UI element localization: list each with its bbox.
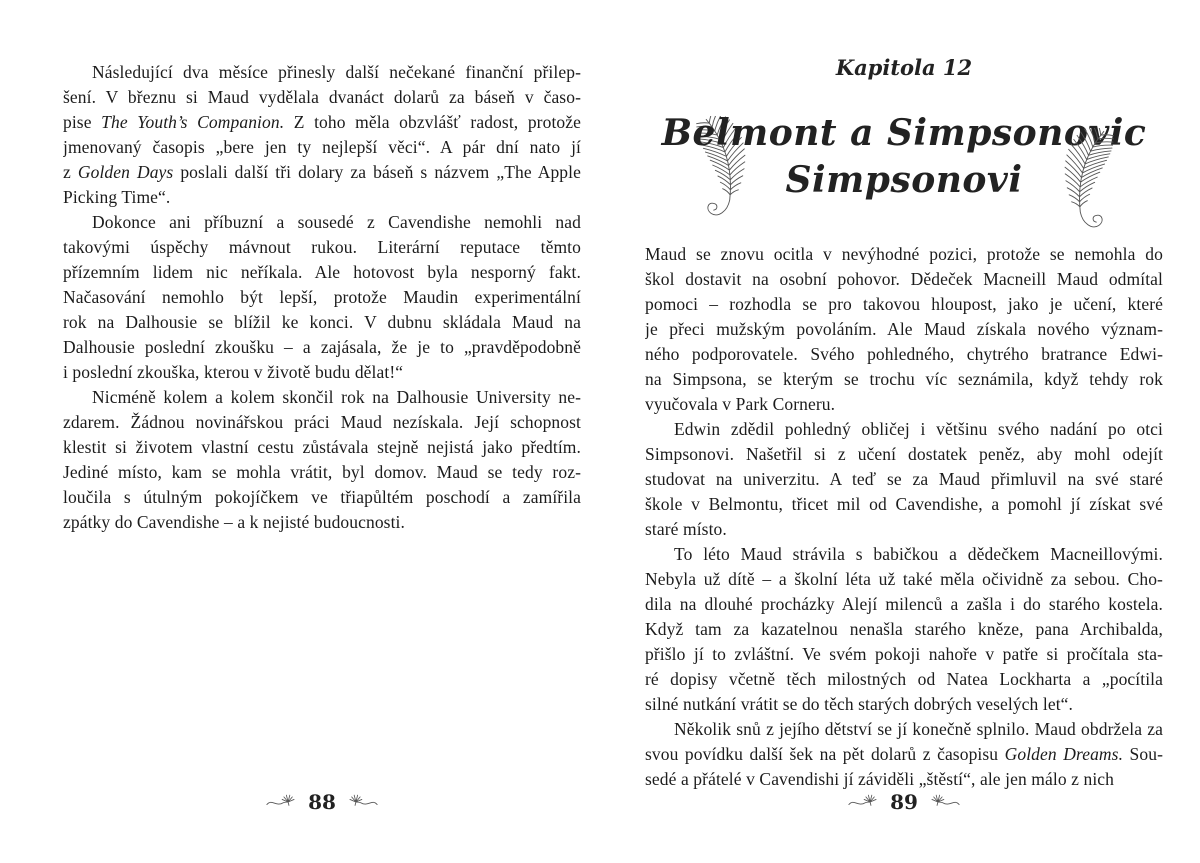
text-line: na Simpsona, se kterým se trochu víc seznámila, když tehdy rok [645,369,1163,389]
text-line: škol dostavit na osobní pohovor. Dědeček Macneill Maud odmítal [645,269,1163,289]
text-line: Jediné místo, kam se mohla vrátit, byl domov. Maud se tedy roz- [63,462,581,482]
text-line: Dalhousie poslední zkoušku – a zajásala, že je to „pravděpodobně [63,337,581,357]
text-line: loučila s útulným pokojíčkem ve třiapůltém poschodí a zamířila [63,487,581,507]
text-line: z Golden Days poslali další tři dolary za báseň s názvem „The Apple [63,162,581,182]
page-number-left: 88 [308,790,336,814]
text-line: Picking Time“. [63,187,171,207]
text-line: takovými úspěchy mávnout rukou. Literární reputace těmto [63,237,581,257]
text-line: silné nutkání vrátit se do těch starých dobrých veselých let“. [645,694,1074,714]
text-line: Několik snů z jejího dětství se jí konečně splnilo. Maud obdržela za [674,719,1163,739]
text-line: Načasování nemohlo být lepší, protože Maudin experimentální [63,287,581,307]
text-line: Edwin zdědil pohledný obličej i většinu svého nadání po otci [674,419,1163,439]
right-page-footer [645,790,1163,814]
fern-ornament-icon [1045,128,1129,239]
left-page-footer [63,790,581,814]
chapter-number: Kapitola 12 [835,55,973,80]
right-page-text [645,242,1163,792]
text-line: svou povídku další šek na pět dolarů z časopisu Golden Dreams. Sou- [645,744,1163,764]
text-line: i poslední zkouška, kterou v životě budu dělat!“ [63,362,404,382]
text-line: ného podporovatele. Svého pohledného, chytrého bratrance Edwi- [645,344,1163,364]
text-line: přišlo jí to zvláštní. Ve svém pokoji nahoře v patře si pročítala sta- [645,644,1163,664]
text-line: pise The Youth’s Companion. Z toho měla obzvlášť radost, protože [63,112,581,132]
text-line: Simpsonovi. Našetřil si z učení dostatek peněz, aby mohl odejít [645,444,1163,464]
text-line: zdarem. Žádnou novinářskou práci Maud nezískala. Její schopnost [63,412,581,432]
text-line: staré místo. [645,519,727,539]
text-line: Když tam za kazatelnou nenašla starého kněze, pana Archibalda, [645,619,1163,639]
text-line: studovat na univerzitu. A teď se za Maud přimluvil na své staré [645,469,1163,489]
chapter-title-line2: Simpsonovi [785,159,1023,201]
text-line: vyučovala v Park Corneru. [645,394,836,414]
text-line: jmenovaný časopis „bere jen ty nejlepší věci“. A pár dní nato jí [63,137,581,157]
text-line: pomoci – rozhodla se pro takovou hloupost, jako je učení, které [645,294,1163,314]
leaf-sprig-icon [344,794,378,810]
leaf-sprig-icon [848,794,882,810]
text-line: sedé a přátelé v Cavendishi jí záviděli „štěstí“, ale jen málo z nich [645,769,1115,789]
page-left [63,0,581,863]
text-line: je přeci mužským povoláním. Ale Maud získala nového význam- [645,319,1163,339]
left-page-text [63,60,581,535]
leaf-sprig-icon [926,794,960,810]
text-line: dila na dlouhé procházky Alejí milenců a zašla i do starého kostela. [645,594,1163,614]
text-line: škole v Belmontu, třicet mil od Cavendishe, a pomohl jí získat své [645,494,1163,514]
text-line: Nebyla už dítě – a školní léta už také měla očividně za sebou. Cho- [645,569,1163,589]
text-line: To léto Maud strávila s babičkou a dědečkem Macneillovými. [674,544,1163,564]
text-line: rok na Dalhousie se blížil ke konci. V dubnu skládala Maud na [63,312,581,332]
text-line: Dokonce ani příbuzní a sousedé z Cavendishe nemohli nad [92,212,581,232]
text-line: přízemním lidem nic neříkala. Ale hotovost byla nesporný fakt. [63,262,581,282]
text-line: šení. V březnu si Maud vydělala dvanáct dolarů za báseň v časo- [63,87,581,107]
page-right [645,0,1163,863]
text-line: zpátky do Cavendishe – a k nejisté budoucnosti. [63,512,405,532]
chapter-title-line1: Belmont a Simpsonovic [661,112,1147,154]
leaf-sprig-icon [266,794,300,810]
text-line: Maud se znovu ocitla v nevýhodné pozici, protože se nemohla do [645,244,1163,264]
text-line: Nicméně kolem a kolem skončil rok na Dalhousie University ne- [92,387,581,407]
text-line: ré dopisy včetně těch milostných od Natea Lockharta a „pocítila [645,669,1163,689]
page-number-right: 89 [890,790,918,814]
text-line: Následující dva měsíce přinesly další nečekané finanční přilep- [92,62,581,82]
text-line: klestit si životem vlastní cestu zůstávala stejně nejistá jako předtím. [63,437,581,457]
